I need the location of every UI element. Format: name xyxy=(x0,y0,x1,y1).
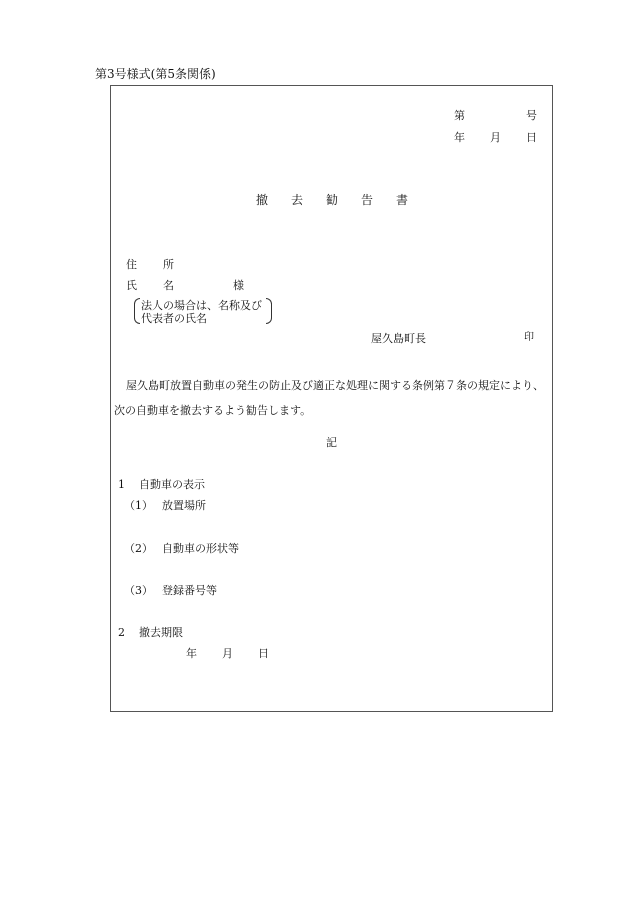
corporate-note-line2: 代表者の氏名 xyxy=(141,312,207,325)
item1-label: 自動車の表示 xyxy=(139,478,205,491)
address-label-2: 所 xyxy=(163,258,174,271)
body-paragraph: 屋久島町放置自動車の発生の防止及び適正な処理に関する条例第７条の規定により、次の自動車を撤去するよう勧告します。 xyxy=(114,379,544,417)
note-paren-right xyxy=(266,298,272,324)
note-paren-left xyxy=(134,298,140,324)
name-label-1: 氏 xyxy=(126,279,137,292)
date-month: 月 xyxy=(490,131,501,144)
deadline-day: 日 xyxy=(258,647,269,660)
doc-number-suffix: 号 xyxy=(526,109,537,122)
honorific: 様 xyxy=(233,279,244,292)
date-day: 日 xyxy=(526,131,537,144)
title-char-5: 書 xyxy=(396,193,409,207)
deadline-month: 月 xyxy=(222,647,233,660)
sub3-number: （3） xyxy=(124,584,153,597)
item1-number: 1 xyxy=(118,478,125,491)
ki-heading: 記 xyxy=(326,436,337,449)
sub2-number: （2） xyxy=(124,542,153,555)
sub1-label: 放置場所 xyxy=(162,499,206,512)
date-year: 年 xyxy=(454,131,465,144)
title-char-1: 撤 xyxy=(256,193,269,207)
item2-label: 撤去期限 xyxy=(139,626,183,639)
title-char-2: 去 xyxy=(291,193,304,207)
form-label: 第3号様式(第5条関係) xyxy=(95,67,216,81)
title-char-4: 告 xyxy=(361,193,374,207)
sub1-number: （1） xyxy=(124,499,153,512)
deadline-year: 年 xyxy=(186,647,197,660)
corporate-note-line1: 法人の場合は、名称及び xyxy=(141,299,262,312)
address-label-1: 住 xyxy=(126,258,137,271)
issuer-title: 屋久島町長 xyxy=(371,332,426,345)
doc-number-label: 第 xyxy=(454,109,465,122)
sub3-label: 登録番号等 xyxy=(162,584,217,597)
item2-number: 2 xyxy=(118,626,125,639)
sub2-label: 自動車の形状等 xyxy=(162,542,239,555)
title-char-3: 勧 xyxy=(326,193,339,207)
name-label-2: 名 xyxy=(163,279,174,292)
seal-mark: 印 xyxy=(524,332,534,343)
